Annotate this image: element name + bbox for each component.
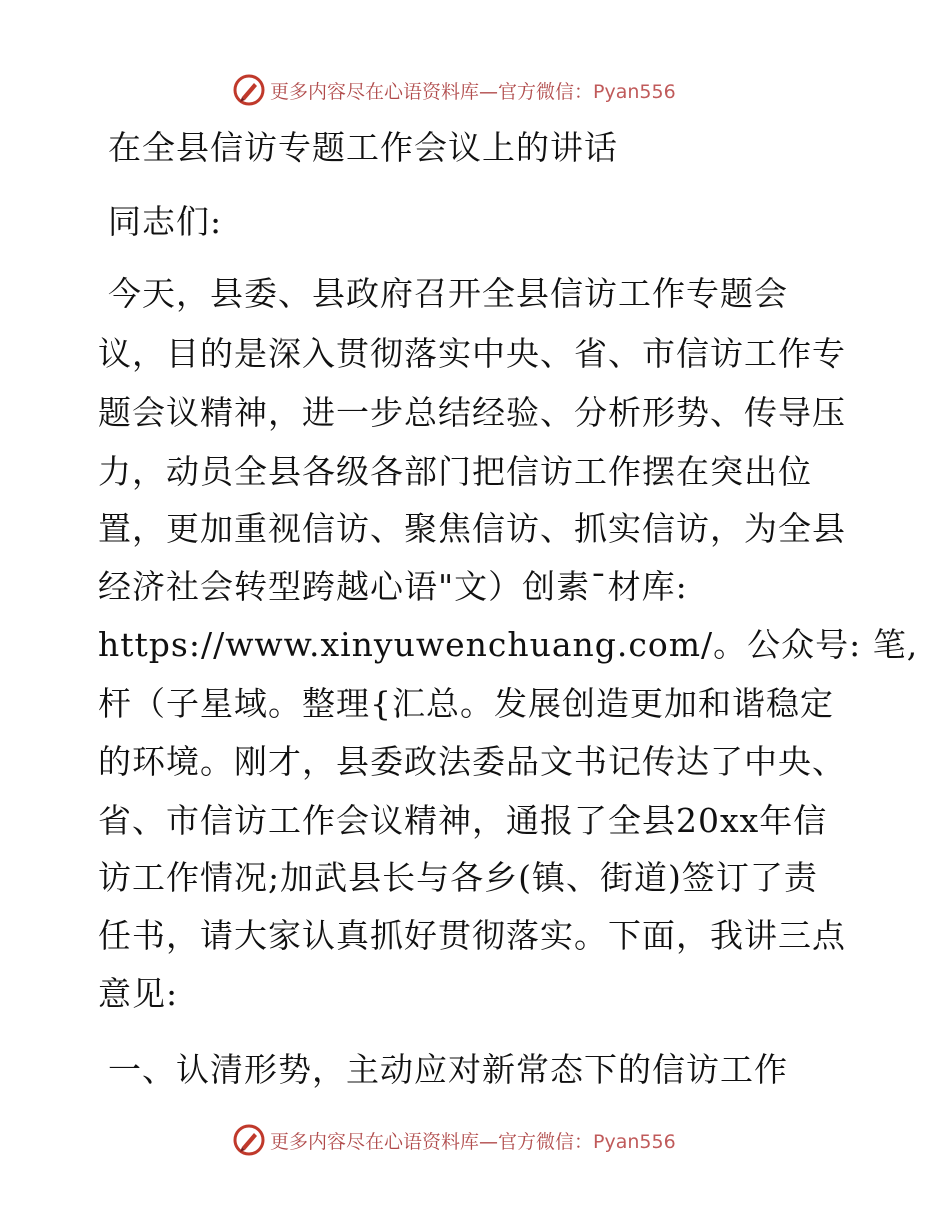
greeting: 同志们:: [108, 202, 223, 241]
banner-text: 更多内容尽在心语资料库—官方微信：Pyan556: [270, 80, 676, 103]
pen-logo-icon: [232, 1123, 266, 1157]
paragraph-line: 的环境。刚才，县委政法委品文书记传达了中央、: [98, 742, 846, 781]
paragraph-line: 置，更加重视信访、聚焦信访、抓实信访，为全县: [98, 509, 846, 548]
paragraph-line: 今天，县委、县政府召开全县信访工作专题会: [108, 274, 788, 313]
banner-text: 更多内容尽在心语资料库—官方微信：Pyan556: [270, 1130, 676, 1153]
paragraph-line: 经济社会转型跨越心语"文）创素¯材库:: [98, 567, 688, 606]
paragraph-line: 意见:: [98, 974, 179, 1013]
wechat-id: Pyan556: [593, 80, 676, 103]
wechat-id: Pyan556: [593, 1130, 676, 1153]
paragraph-line: 力，动员全县各级各部门把信访工作摆在突出位: [98, 452, 812, 491]
paragraph-line: 议，目的是深入贯彻落实中央、省、市信访工作专: [98, 334, 846, 373]
footer-banner: [232, 1120, 676, 1160]
paragraph-line: 访工作情况;加武县长与各乡(镇、街道)签订了责: [98, 858, 818, 897]
paragraph-line: 省、市信访工作会议精神，通报了全县20xx年信: [98, 801, 828, 840]
section-heading: 一、认清形势，主动应对新常态下的信访工作: [108, 1050, 788, 1089]
paragraph-line: 题会议精神，进一步总结经验、分析形势、传导压: [98, 393, 846, 432]
pen-logo-icon: [232, 73, 266, 107]
paragraph-line: 任书，请大家认真抓好贯彻落实。下面，我讲三点: [98, 916, 846, 955]
paragraph-line: 杆（子星域。整理{汇总。发展创造更加和谐稳定: [98, 684, 834, 723]
paragraph-line-url: https://www.xinyuwenchuang.com/。公众号: 笔,: [98, 625, 919, 664]
header-banner: [232, 70, 676, 110]
document-title: 在全县信访专题工作会议上的讲话: [108, 128, 618, 167]
